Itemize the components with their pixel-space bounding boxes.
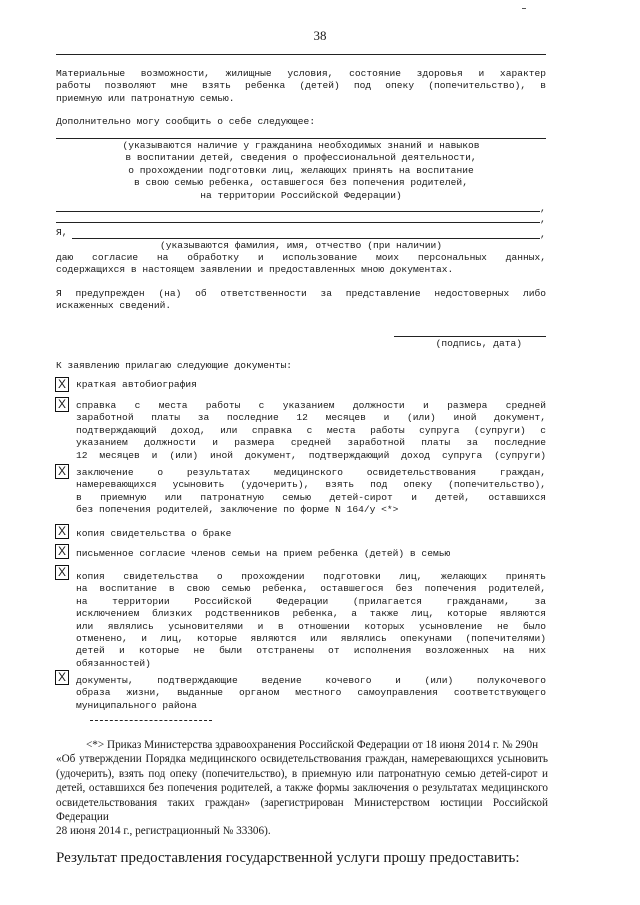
top-rule <box>56 54 546 55</box>
doc-item-training-certificate <box>76 571 546 670</box>
page-number: 38 <box>313 28 327 43</box>
doc-line: без попечения родителей, заключение по форме N 164/у <*> <box>76 504 399 516</box>
text-line: даю согласие на обработку и использование моих персональных данных, <box>56 252 546 263</box>
doc-item-autobiography <box>76 379 546 391</box>
footnote-separator <box>90 720 212 721</box>
checkbox-autobiography[interactable]: X <box>55 377 69 392</box>
hint-line: в воспитании детей, сведения о профессиональной деятельности, <box>125 152 477 164</box>
doc-line: копия свидетельства о прохождении подготовки лиц, желающих принять <box>76 571 546 582</box>
consent-paragraph <box>56 252 546 277</box>
documents-intro: К заявлению прилагаю следующие документы: <box>56 360 293 371</box>
doc-line: муниципального района <box>76 699 197 711</box>
checkbox-marriage-certificate[interactable]: X <box>55 524 69 539</box>
checkbox-training-certificate[interactable]: X <box>55 565 69 580</box>
text-line: Материальные возможности, жилищные условия, состояние здоровья и характер <box>56 68 546 79</box>
result-heading: Результат предоставления государственной услуги прошу предоставить: <box>56 850 520 866</box>
checkbox-nomadic-lifestyle[interactable]: X <box>55 670 69 685</box>
ya-label: Я, <box>56 227 68 238</box>
checkbox-family-consent[interactable]: X <box>55 544 69 559</box>
fill-line <box>56 211 540 212</box>
signature-line[interactable] <box>394 336 546 337</box>
additional-info-hint <box>56 140 546 202</box>
doc-line: исключением близких родственников ребенка, а также лиц, которые являются <box>76 608 546 620</box>
doc-line: обязанностей) <box>76 657 151 669</box>
additional-info-label: Дополнительно могу сообщить о себе следующее: <box>56 116 316 127</box>
footnote-line: (удочерить), взять под опеку (попечительство), в приемную или патронатную семью детей-сирот и <box>56 767 548 780</box>
doc-line: намеревающихся усыновить (удочерить), взять под опеку (попечительство), <box>76 479 546 491</box>
warning-paragraph <box>56 288 546 313</box>
doc-line: 12 месяцев и (или) иной документ, подтверждающий доход супруга (супруги) <box>76 449 546 461</box>
doc-line: или являлись усыновителями и в отношении которых усыновление не было <box>76 620 546 632</box>
hint-line: (указываются наличие у гражданина необходимых знаний и навыков <box>122 140 480 151</box>
doc-line: в приемную или патронатную семью детей-сирот и детей, оставшихся <box>76 491 546 503</box>
doc-line: документы, подтверждающие ведение кочевого и (или) полукочевого <box>76 675 546 686</box>
fio-line <box>72 238 540 239</box>
doc-item-income-certificate <box>76 400 546 462</box>
doc-line: краткая автобиография <box>76 379 197 390</box>
fill-line <box>56 222 540 223</box>
comma: , <box>540 203 546 214</box>
doc-item-marriage-certificate <box>76 528 546 540</box>
footnote <box>56 738 548 839</box>
fill-line <box>56 138 546 139</box>
doc-line: на территории Российской Федерации (прилагается гражданами, за <box>76 595 546 607</box>
doc-line: отменено, и лиц, которые являются или являлись опекунами (попечителями) <box>76 633 546 645</box>
fio-hint: (указываются фамилия, имя, отчество (при наличии) <box>159 240 443 251</box>
comma: , <box>540 229 546 240</box>
doc-line: справка с места работы с указанием должности и размера средней <box>76 400 546 411</box>
doc-line: детей и которые не были отстранены от исполнения возложенных на них <box>76 645 546 657</box>
hint-line: о прохождении подготовки лиц, желающих принять на воспитание <box>128 164 474 176</box>
doc-line: указанием должности и размера средней заработной платы за последние <box>76 437 546 449</box>
text-line: Я предупрежден (на) об ответственности за представление недостоверных либо <box>56 288 546 299</box>
text-line: содержащихся в настоящем заявлении и предоставленных мною документах. <box>56 264 454 276</box>
footnote-line: освидетельствования таких граждан» (зарегистрирован Министерством юстиции Российской Федерации <box>56 796 548 824</box>
text-line: искаженных сведений. <box>56 300 172 312</box>
doc-line: заключение о результатах медицинского освидетельствования граждан, <box>76 467 546 478</box>
doc-line: образа жизни, выданные органом местного самоуправления соответствующего <box>76 687 546 699</box>
footnote-line: «Об утверждении Порядка медицинского освидетельствования граждан, намеревающихся усыновить <box>56 753 548 766</box>
scan-mark <box>522 8 526 9</box>
doc-line: письменное согласие членов семьи на прием ребенка (детей) в семью <box>76 548 451 559</box>
footnote-line: детей, оставшихся без попечения родителей, а также формы заключения о результатах медицинского <box>56 782 548 795</box>
text-line: работы позволяют мне взять ребенка (детей) под опеку (попечительство), в <box>56 80 546 92</box>
doc-line: подтверждающий доход, или справка с места работы супруга (супруги) с <box>76 424 546 436</box>
hint-line: на территории Российской Федерации) <box>200 189 402 201</box>
doc-item-nomadic-lifestyle <box>76 675 546 712</box>
hint-line: в свою семью ребенка, оставшегося без попечения родителей, <box>134 177 468 189</box>
text-line: приемную или патронатную семью. <box>56 92 235 104</box>
doc-line: заработной платы за последние 12 месяцев и (или) иной документ, <box>76 412 546 424</box>
checkbox-income-certificate[interactable]: X <box>55 397 69 412</box>
checkbox-medical-report[interactable]: X <box>55 464 69 479</box>
footnote-line: <*> Приказ Министерства здравоохранения Российской Федерации от 18 июня 2014 г. № 290н <box>86 739 539 751</box>
signature-hint: (подпись, дата) <box>435 338 522 349</box>
doc-item-family-consent <box>76 548 546 560</box>
living-conditions-paragraph <box>56 68 546 105</box>
doc-line: на воспитание в свою семью ребенка, оставшегося без попечения родителей, <box>76 583 546 595</box>
doc-line: копия свидетельства о браке <box>76 528 232 539</box>
doc-item-medical-report <box>76 467 546 517</box>
footnote-line: 28 июня 2014 г., регистрационный № 33306). <box>56 825 271 838</box>
comma: , <box>540 214 546 225</box>
